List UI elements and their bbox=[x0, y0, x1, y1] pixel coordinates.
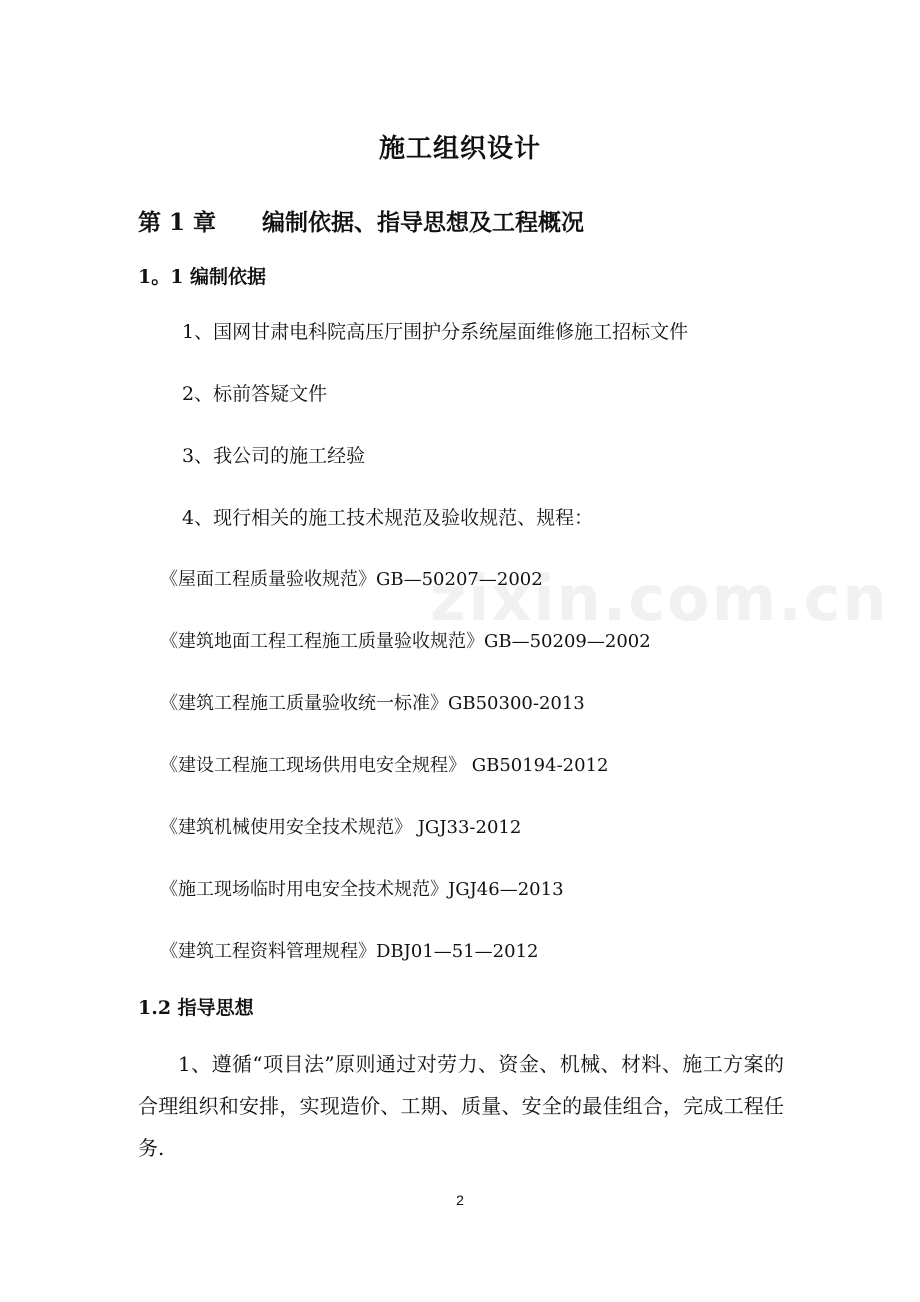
chapter-title: 编制依据、指导思想及工程概况 bbox=[262, 209, 584, 236]
standard-reference: 《建筑机械使用安全技术规范》 JGJ33-2012 bbox=[160, 817, 522, 838]
standard-reference: 《建筑地面工程工程施工质量验收规范》GB—50209—2002 bbox=[160, 631, 651, 652]
guiding-principle-paragraph: 1、遵循“项目法”原则通过对劳力、资金、机械、材料、施工方案的合理组织和安排，实现造价、工期、质量、安全的最佳组合，完成工程任务. bbox=[138, 1052, 784, 1160]
section-heading-1-2: 1.2 指导思想 bbox=[138, 997, 254, 1019]
section-heading-1-1: 1。1 编制依据 bbox=[138, 266, 267, 288]
standard-reference: 《建筑工程资料管理规程》DBJ01—51—2012 bbox=[160, 941, 539, 962]
page-number: 2 bbox=[456, 1192, 464, 1208]
basis-item: 4、现行相关的施工技术规范及验收规范、规程： bbox=[182, 507, 594, 529]
chapter-heading bbox=[138, 211, 584, 234]
standard-reference: 《建筑工程施工质量验收统一标准》GB50300-2013 bbox=[160, 693, 585, 714]
basis-item: 2、标前答疑文件 bbox=[182, 383, 328, 405]
standard-reference: 《施工现场临时用电安全技术规范》JGJ46—2013 bbox=[160, 879, 564, 900]
basis-item: 1、国网甘肃电科院高压厅围护分系统屋面维修施工招标文件 bbox=[182, 321, 689, 343]
standard-reference: 《建设工程施工现场供用电安全规程》 GB50194-2012 bbox=[160, 755, 609, 776]
watermark: zixin.com.cn bbox=[430, 562, 889, 635]
basis-item: 3、我公司的施工经验 bbox=[182, 445, 366, 467]
document-title: 施工组织设计 bbox=[378, 134, 541, 164]
chapter-number: 第 1 章 bbox=[138, 209, 217, 236]
standard-reference: 《屋面工程质量验收规范》GB—50207—2002 bbox=[160, 569, 543, 590]
